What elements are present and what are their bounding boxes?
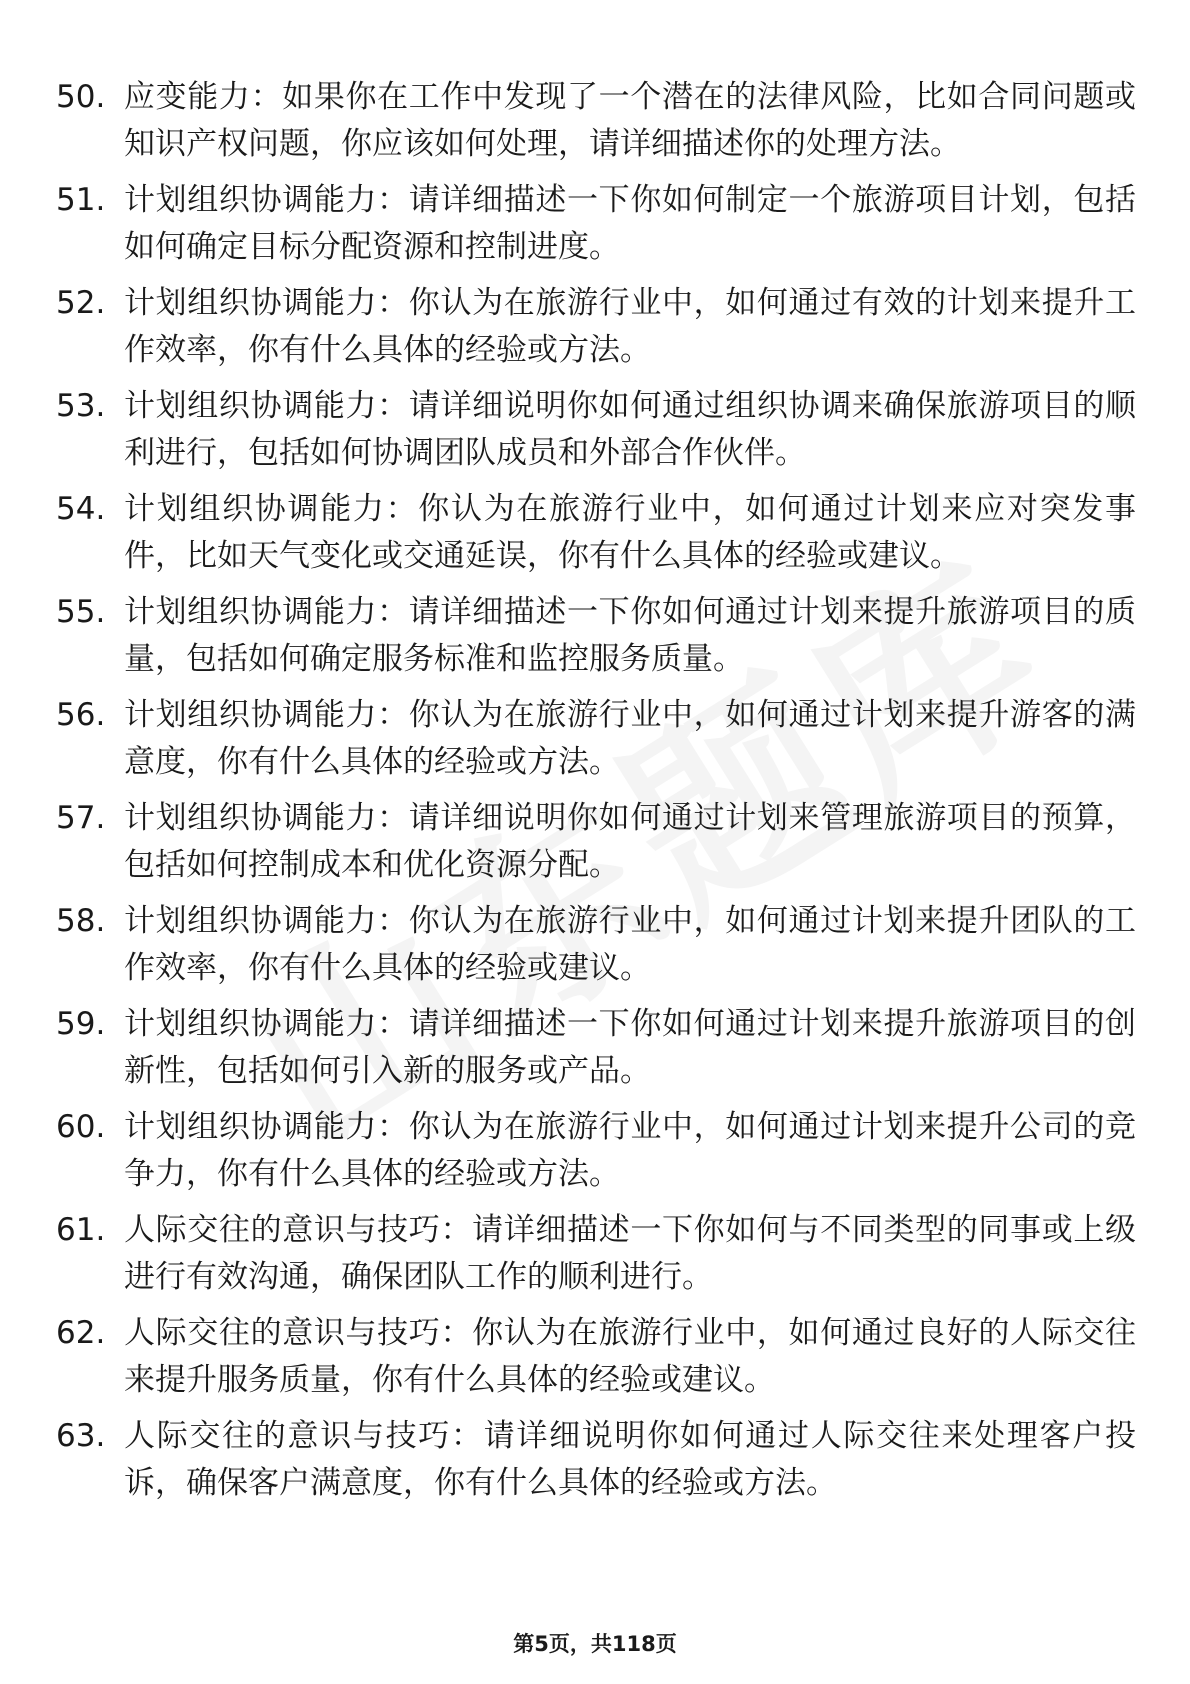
question-item [56, 692, 1136, 786]
question-number: 60. [56, 1109, 106, 1145]
question-text: 计划组织协调能力：请详细描述一下你如何制定一个旅游项目计划，包括如何确定目标分配资源和控制进度。 [124, 182, 1136, 265]
question-text: 计划组织协调能力：你认为在旅游行业中，如何通过计划来应对突发事件，比如天气变化或交通延误，你有什么具体的经验或建议。 [124, 491, 1136, 574]
question-number: 53. [56, 388, 106, 424]
question-text: 人际交往的意识与技巧：请详细说明你如何通过人际交往来处理客户投诉，确保客户满意度，你有什么具体的经验或方法。 [124, 1418, 1136, 1501]
question-item [56, 486, 1136, 580]
question-text: 计划组织协调能力：你认为在旅游行业中，如何通过计划来提升公司的竞争力，你有什么具体的经验或方法。 [124, 1109, 1136, 1192]
question-text: 应变能力：如果你在工作中发现了一个潜在的法律风险，比如合同问题或知识产权问题，你应该如何处理，请详细描述你的处理方法。 [124, 79, 1136, 162]
question-number: 58. [56, 903, 106, 939]
question-item [56, 1104, 1136, 1198]
page-footer: 第5页，共118页 [513, 1632, 677, 1656]
question-item [56, 383, 1136, 477]
question-item [56, 74, 1136, 168]
question-item [56, 1413, 1136, 1507]
question-text: 计划组织协调能力：请详细说明你如何通过计划来管理旅游项目的预算，包括如何控制成本和优化资源分配。 [124, 800, 1136, 883]
question-number: 51. [56, 182, 106, 218]
question-number: 52. [56, 285, 106, 321]
question-number: 61. [56, 1212, 106, 1248]
question-number: 63. [56, 1418, 106, 1454]
question-item [56, 589, 1136, 683]
question-text: 人际交往的意识与技巧：请详细描述一下你如何与不同类型的同事或上级进行有效沟通，确保团队工作的顺利进行。 [124, 1212, 1136, 1295]
question-item [56, 280, 1136, 374]
question-item [56, 177, 1136, 271]
question-text: 人际交往的意识与技巧：你认为在旅游行业中，如何通过良好的人际交往来提升服务质量，你有什么具体的经验或建议。 [124, 1315, 1136, 1398]
question-text: 计划组织协调能力：你认为在旅游行业中，如何通过计划来提升团队的工作效率，你有什么具体的经验或建议。 [124, 903, 1136, 986]
question-text: 计划组织协调能力：请详细说明你如何通过组织协调来确保旅游项目的顺利进行，包括如何协调团队成员和外部合作伙伴。 [124, 388, 1136, 471]
question-text: 计划组织协调能力：你认为在旅游行业中，如何通过计划来提升游客的满意度，你有什么具体的经验或方法。 [124, 697, 1136, 780]
question-list [56, 74, 1136, 1516]
question-number: 54. [56, 491, 106, 527]
question-number: 59. [56, 1006, 106, 1042]
question-number: 57. [56, 800, 106, 836]
question-number: 62. [56, 1315, 106, 1351]
question-item [56, 1310, 1136, 1404]
question-item [56, 898, 1136, 992]
question-number: 55. [56, 594, 106, 630]
question-item [56, 1001, 1136, 1095]
question-text: 计划组织协调能力：请详细描述一下你如何通过计划来提升旅游项目的质量，包括如何确定服务标准和监控服务质量。 [124, 594, 1136, 677]
question-item [56, 1207, 1136, 1301]
question-text: 计划组织协调能力：请详细描述一下你如何通过计划来提升旅游项目的创新性，包括如何引入新的服务或产品。 [124, 1006, 1136, 1089]
question-text: 计划组织协调能力：你认为在旅游行业中，如何通过有效的计划来提升工作效率，你有什么具体的经验或方法。 [124, 285, 1136, 368]
question-number: 56. [56, 697, 106, 733]
question-number: 50. [56, 79, 106, 115]
question-item [56, 795, 1136, 889]
